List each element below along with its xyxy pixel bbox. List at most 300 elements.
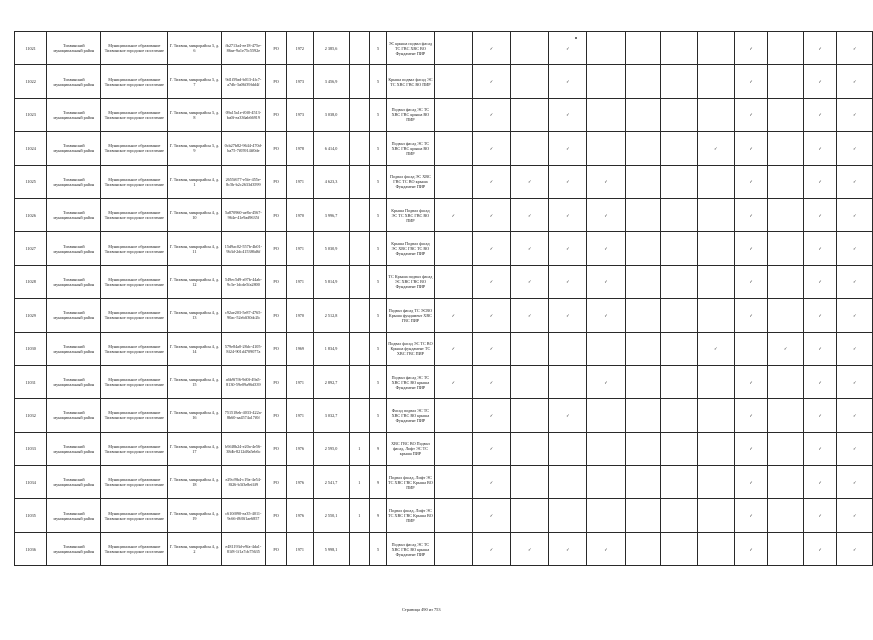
area-cell: 1 834,9 (313, 332, 349, 365)
empty-cell (768, 98, 803, 131)
empty-cell (768, 132, 803, 165)
empty-cell (697, 265, 734, 298)
works-list-cell: Подвал фасад ЭС ТС ВО Крыша фундамент ТС ХВС ГВС ПИР (387, 332, 435, 365)
checkmark-icon: ✓ (734, 265, 768, 298)
empty-cell (660, 198, 697, 231)
checkmark-icon: ✓ (472, 65, 510, 98)
checkmark-icon: ✓ (511, 232, 549, 265)
empty-cell (625, 198, 660, 231)
district-cell: Тихвинский муниципальный район (47, 265, 101, 298)
checkmark-icon: ✓ (803, 98, 837, 131)
empty-cell (660, 98, 697, 131)
district-cell: Тихвинский муниципальный район (47, 132, 101, 165)
extra-count-cell (349, 265, 370, 298)
settlement-cell: Муниципальное образование Тихвинское городское поселение (101, 132, 168, 165)
fias-code-cell: a6b9f7f6-9d0f-49a5-8130-59e09a96d339 (221, 365, 266, 398)
fias-code-cell: 0cb27b82-9644-470d-ba75-7f05914ff0de (221, 132, 266, 165)
empty-cell (511, 32, 549, 65)
year-cell: 1972 (286, 32, 313, 65)
empty-cell (587, 98, 625, 131)
address-cell: Г. Тихвин, микрорайон 4, д. 15 (168, 365, 221, 398)
district-cell: Тихвинский муниципальный район (47, 232, 101, 265)
area-cell: 2 892,7 (313, 365, 349, 398)
address-cell: Г. Тихвин, микрорайон 4, д. 11 (168, 232, 221, 265)
district-cell: Тихвинский муниципальный район (47, 198, 101, 231)
checkmark-icon: ✓ (549, 532, 587, 565)
settlement-cell: Муниципальное образование Тихвинское городское поселение (101, 265, 168, 298)
empty-cell (768, 65, 803, 98)
floors-cell: 5 (370, 165, 387, 198)
empty-cell (625, 32, 660, 65)
empty-cell (511, 132, 549, 165)
year-cell: 1971 (286, 532, 313, 565)
checkmark-icon: ✓ (734, 98, 768, 131)
district-cell: Тихвинский муниципальный район (47, 399, 101, 432)
checkmark-icon: ✓ (587, 265, 625, 298)
works-list-cell: ТС Крыша подвал фасад ЭС ХВС ГВС ВО Фундамент ПИР (387, 265, 435, 298)
id-cell: 11028 (15, 265, 47, 298)
year-cell: 1971 (286, 365, 313, 398)
empty-cell (434, 532, 472, 565)
checkmark-icon: ✓ (803, 499, 837, 532)
works-list-cell: Подвал фасад, Лифт ЭС ТС ХВС ГВС Крыша ВО ПИР (387, 499, 435, 532)
works-list-cell: Подвал фасад ЭС ХВС ГВС ТС ВО крыша Фундамент ПИР (387, 165, 435, 198)
district-cell: Тихвинский муниципальный район (47, 165, 101, 198)
empty-cell (734, 332, 768, 365)
extra-count-cell (349, 198, 370, 231)
works-list-cell: Подвал фасад ЭС ТС ХВС ГВС ВО крыша Фундамент ПИР (387, 532, 435, 565)
checkmark-icon: ✓ (803, 65, 837, 98)
works-list-cell: ХВС ГВС ВО Подвал фасад, Лифт ЭС ТС крыша ПИР (387, 432, 435, 465)
year-cell: 1971 (286, 165, 313, 198)
floors-cell: 9 (370, 466, 387, 499)
year-cell: 1976 (286, 466, 313, 499)
type-cell: РО (266, 532, 287, 565)
checkmark-icon: ✓ (837, 532, 873, 565)
empty-cell (511, 365, 549, 398)
type-cell: РО (266, 98, 287, 131)
area-cell: 2 512,8 (313, 299, 349, 332)
empty-cell (549, 466, 587, 499)
address-cell: Г. Тихвин, микрорайон 4, д. 14 (168, 332, 221, 365)
floors-cell: 5 (370, 399, 387, 432)
empty-cell (625, 532, 660, 565)
works-list-cell: Подвал фасад ТС ЭСВО Крыша фундамент ХВС ГВС ПИР (387, 299, 435, 332)
settlement-cell: Муниципальное образование Тихвинское городское поселение (101, 432, 168, 465)
table-row (15, 399, 873, 432)
checkmark-icon: ✓ (472, 499, 510, 532)
id-cell: 11025 (15, 165, 47, 198)
fias-code-cell: 751518eb-4033-422a-8b60-aa4574a17f0f (221, 399, 266, 432)
checkmark-icon: ✓ (549, 65, 587, 98)
checkmark-icon: ✓ (734, 466, 768, 499)
empty-cell (625, 98, 660, 131)
works-list-cell: Крыша Подвал фасад ЭС ТС ХВС ГВС ВО ПИР (387, 198, 435, 231)
id-cell: 11034 (15, 466, 47, 499)
empty-cell (434, 98, 472, 131)
checkmark-icon: ✓ (837, 232, 873, 265)
page-footer: Страница 490 из 753 (402, 607, 441, 612)
empty-cell (549, 332, 587, 365)
checkmark-icon: ✓ (549, 399, 587, 432)
checkmark-icon: ✓ (472, 232, 510, 265)
empty-cell (697, 532, 734, 565)
empty-cell (587, 65, 625, 98)
id-cell: 11031 (15, 365, 47, 398)
district-cell: Тихвинский муниципальный район (47, 65, 101, 98)
checkmark-icon: ✓ (434, 332, 472, 365)
table-row (15, 98, 873, 131)
checkmark-icon: ✓ (734, 132, 768, 165)
empty-cell (511, 466, 549, 499)
area-cell: 5 030,9 (313, 232, 349, 265)
checkmark-icon: ✓ (472, 399, 510, 432)
extra-count-cell (349, 165, 370, 198)
checkmark-icon: ✓ (837, 65, 873, 98)
fias-code-cell: 09a15a1e-f0f0-4513-ba0f-ea336ab66919 (221, 98, 266, 131)
empty-cell (587, 499, 625, 532)
year-cell: 1970 (286, 198, 313, 231)
empty-cell (768, 265, 803, 298)
address-cell: Г. Тихвин, микрорайон 4, д. 16 (168, 399, 221, 432)
empty-cell (625, 299, 660, 332)
id-cell: 11024 (15, 132, 47, 165)
checkmark-icon: ✓ (434, 198, 472, 231)
checkmark-icon: ✓ (549, 132, 587, 165)
checkmark-icon: ✓ (472, 98, 510, 131)
checkmark-icon: ✓ (734, 299, 768, 332)
checkmark-icon: ✓ (734, 232, 768, 265)
checkmark-icon: ✓ (511, 532, 549, 565)
id-cell: 11033 (15, 432, 47, 465)
empty-cell (625, 165, 660, 198)
fias-code-cell: 5a870960-ae8a-4567-964e-41e9ad9635f (221, 198, 266, 231)
type-cell: РО (266, 132, 287, 165)
id-cell: 11036 (15, 532, 47, 565)
empty-cell (549, 432, 587, 465)
empty-cell (768, 365, 803, 398)
empty-cell (768, 299, 803, 332)
works-list-cell: Крыша Подвал фасад ЭС ХВС ГВС ТС ВО Фундамент ПИР (387, 232, 435, 265)
district-cell: Тихвинский муниципальный район (47, 299, 101, 332)
empty-cell (511, 65, 549, 98)
id-cell: 11030 (15, 332, 47, 365)
floors-cell: 5 (370, 365, 387, 398)
checkmark-icon: ✓ (472, 299, 510, 332)
settlement-cell: Муниципальное образование Тихвинское городское поселение (101, 98, 168, 131)
settlement-cell: Муниципальное образование Тихвинское городское поселение (101, 65, 168, 98)
area-cell: 6 414,0 (313, 132, 349, 165)
district-cell: Тихвинский муниципальный район (47, 98, 101, 131)
table-row (15, 499, 873, 532)
area-cell: 2 541,7 (313, 466, 349, 499)
checkmark-icon: ✓ (434, 299, 472, 332)
address-cell: Г. Тихвин, микрорайон 4, д. 17 (168, 432, 221, 465)
empty-cell (660, 532, 697, 565)
checkmark-icon: ✓ (803, 232, 837, 265)
checkmark-icon: ✓ (734, 399, 768, 432)
checkmark-icon: ✓ (734, 32, 768, 65)
checkmark-icon: ✓ (837, 432, 873, 465)
works-list-cell: ЭС крыша подвал фасад ТС ГВС ХВС ВО Фундамент ПИР (387, 32, 435, 65)
checkmark-icon: ✓ (587, 165, 625, 198)
type-cell: РО (266, 399, 287, 432)
checkmark-icon: ✓ (803, 399, 837, 432)
empty-cell (697, 65, 734, 98)
checkmark-icon: ✓ (837, 132, 873, 165)
empty-cell (660, 365, 697, 398)
empty-cell (768, 399, 803, 432)
type-cell: РО (266, 265, 287, 298)
checkmark-icon: ✓ (472, 32, 510, 65)
year-cell: 1971 (286, 265, 313, 298)
table-row (15, 365, 873, 398)
empty-cell (625, 132, 660, 165)
checkmark-icon: ✓ (472, 432, 510, 465)
empty-cell (697, 232, 734, 265)
checkmark-icon: ✓ (803, 432, 837, 465)
checkmark-icon: ✓ (697, 132, 734, 165)
address-cell: Г. Тихвин, микрорайон 4, д. 10 (168, 198, 221, 231)
id-cell: 11032 (15, 399, 47, 432)
works-list-cell: Фасад подвал ЭС ТС ХВС ГВС ВО крыша Фундамент ПИР (387, 399, 435, 432)
works-list-cell: Подвал фасад ЭС ТС ХВС ГВС крыша ВО ПИР (387, 98, 435, 131)
empty-cell (434, 499, 472, 532)
checkmark-icon: ✓ (803, 466, 837, 499)
floors-cell: 5 (370, 332, 387, 365)
type-cell: РО (266, 165, 287, 198)
checkmark-icon: ✓ (734, 365, 768, 398)
checkmark-icon: ✓ (587, 299, 625, 332)
fias-code-cell: 9d1f59ad-b013-4fc7-a7db-3a06f39fdd4f (221, 65, 266, 98)
empty-cell (434, 265, 472, 298)
year-cell: 1971 (286, 399, 313, 432)
table-row (15, 299, 873, 332)
checkmark-icon: ✓ (434, 365, 472, 398)
type-cell: РО (266, 299, 287, 332)
district-cell: Тихвинский муниципальный район (47, 466, 101, 499)
floors-cell: 5 (370, 532, 387, 565)
district-cell: Тихвинский муниципальный район (47, 432, 101, 465)
fias-code-cell: 579e84a0-28dc-4105-8f24-901d4709077a (221, 332, 266, 365)
checkmark-icon: ✓ (511, 165, 549, 198)
works-list-cell: Подвал фасад, Лифт ЭС ТС ХВС ГВС Крыша ВО ПИР (387, 466, 435, 499)
empty-cell (660, 499, 697, 532)
type-cell: РО (266, 32, 287, 65)
fias-code-cell: b9f48b24-e20a-4e56-38db-8212d8a5eb6c (221, 432, 266, 465)
checkmark-icon: ✓ (472, 365, 510, 398)
extra-count-cell (349, 98, 370, 131)
empty-cell (511, 98, 549, 131)
type-cell: РО (266, 332, 287, 365)
empty-cell (434, 65, 472, 98)
floors-cell: 5 (370, 65, 387, 98)
area-cell: 3 456,9 (313, 65, 349, 98)
address-cell: Г. Тихвин, микрорайон 3, д. 8 (168, 98, 221, 131)
floors-cell: 9 (370, 499, 387, 532)
fias-code-cell: 549ec5d9-a97b-44ab-9c3e-1dcde5fa2800 (221, 265, 266, 298)
area-cell: 3 032,7 (313, 399, 349, 432)
table-row (15, 132, 873, 165)
empty-cell (625, 265, 660, 298)
empty-cell (660, 432, 697, 465)
year-cell: 1978 (286, 132, 313, 165)
checkmark-icon: ✓ (734, 65, 768, 98)
settlement-cell: Муниципальное образование Тихвинское городское поселение (101, 32, 168, 65)
empty-cell (587, 399, 625, 432)
checkmark-icon: ✓ (472, 332, 510, 365)
year-cell: 1976 (286, 432, 313, 465)
address-cell: Г. Тихвин, микрорайон 4, д. 19 (168, 499, 221, 532)
id-cell: 11023 (15, 98, 47, 131)
checkmark-icon: ✓ (587, 198, 625, 231)
empty-cell (697, 165, 734, 198)
checkmark-icon: ✓ (587, 365, 625, 398)
extra-count-cell: 1 (349, 432, 370, 465)
empty-cell (434, 165, 472, 198)
empty-cell (625, 466, 660, 499)
checkmark-icon: ✓ (549, 265, 587, 298)
empty-cell (511, 399, 549, 432)
type-cell: РО (266, 499, 287, 532)
checkmark-icon: ✓ (511, 265, 549, 298)
type-cell: РО (266, 198, 287, 231)
id-cell: 11022 (15, 65, 47, 98)
id-cell: 11026 (15, 198, 47, 231)
address-cell: Г. Тихвин, микрорайон 3, д. 7 (168, 65, 221, 98)
empty-cell (697, 399, 734, 432)
year-cell: 1969 (286, 332, 313, 365)
table-row (15, 532, 873, 565)
checkmark-icon: ✓ (837, 265, 873, 298)
floors-cell: 5 (370, 32, 387, 65)
address-cell: Г. Тихвин, микрорайон 4, д. 2 (168, 532, 221, 565)
extra-count-cell (349, 299, 370, 332)
floors-cell: 5 (370, 198, 387, 231)
area-cell: 2 385,6 (313, 32, 349, 65)
floors-cell: 5 (370, 132, 387, 165)
extra-count-cell (349, 65, 370, 98)
empty-cell (768, 532, 803, 565)
empty-cell (768, 499, 803, 532)
works-list-cell: Крыша подвал фасад ЭС ТС ХВС ГВС ВО ПИР (387, 65, 435, 98)
address-cell: Г. Тихвин, микрорайон 4, д. 12 (168, 265, 221, 298)
empty-cell (660, 32, 697, 65)
empty-cell (587, 332, 625, 365)
district-cell: Тихвинский муниципальный район (47, 365, 101, 398)
empty-cell (511, 332, 549, 365)
extra-count-cell (349, 32, 370, 65)
table-row (15, 165, 873, 198)
settlement-cell: Муниципальное образование Тихвинское городское поселение (101, 232, 168, 265)
settlement-cell: Муниципальное образование Тихвинское городское поселение (101, 399, 168, 432)
year-cell: 1973 (286, 65, 313, 98)
empty-cell (660, 399, 697, 432)
checkmark-icon: ✓ (472, 265, 510, 298)
checkmark-icon: ✓ (803, 198, 837, 231)
settlement-cell: Муниципальное образование Тихвинское городское поселение (101, 365, 168, 398)
checkmark-icon: ✓ (837, 499, 873, 532)
checkmark-icon: ✓ (734, 165, 768, 198)
id-cell: 11027 (15, 232, 47, 265)
year-cell: 1970 (286, 299, 313, 332)
checkmark-icon: ✓ (472, 466, 510, 499)
table-row (15, 32, 873, 65)
fias-code-cell: e29cf9b4-c19a-4e54-8f26-b3f3e8ef4f9 (221, 466, 266, 499)
empty-cell (697, 32, 734, 65)
empty-cell (660, 165, 697, 198)
checkmark-icon: ✓ (549, 98, 587, 131)
checkmark-icon: ✓ (587, 232, 625, 265)
empty-cell (511, 432, 549, 465)
checkmark-icon: ✓ (837, 165, 873, 198)
empty-cell (625, 65, 660, 98)
empty-cell (660, 299, 697, 332)
empty-cell (625, 432, 660, 465)
empty-cell (660, 232, 697, 265)
extra-count-cell: 1 (349, 499, 370, 532)
empty-cell (768, 32, 803, 65)
checkmark-icon: ✓ (697, 332, 734, 365)
year-cell: 1971 (286, 232, 313, 265)
area-cell: 5 998,1 (313, 532, 349, 565)
extra-count-cell (349, 365, 370, 398)
type-cell: РО (266, 365, 287, 398)
checkmark-icon: ✓ (837, 466, 873, 499)
empty-cell (625, 365, 660, 398)
works-list-cell: Подвал фасад ЭС ТС ХВС ГВС крыша ВО ПИР (387, 132, 435, 165)
checkmark-icon: ✓ (472, 165, 510, 198)
checkmark-icon: ✓ (803, 165, 837, 198)
settlement-cell: Муниципальное образование Тихвинское городское поселение (101, 499, 168, 532)
checkmark-icon: ✓ (472, 532, 510, 565)
empty-cell (660, 265, 697, 298)
empty-cell (549, 365, 587, 398)
address-cell: Г. Тихвин, микрорайон 4, д. 1 (168, 165, 221, 198)
settlement-cell: Муниципальное образование Тихвинское городское поселение (101, 165, 168, 198)
empty-cell (697, 499, 734, 532)
district-cell: Тихвинский муниципальный район (47, 532, 101, 565)
table-row (15, 332, 873, 365)
extra-count-cell (349, 532, 370, 565)
checkmark-icon: ✓ (511, 198, 549, 231)
fias-code-cell: 2655f677-e5fe-455e-8c5b-b2c2633d3599 (221, 165, 266, 198)
empty-cell (768, 466, 803, 499)
empty-cell (697, 198, 734, 231)
checkmark-icon: ✓ (803, 265, 837, 298)
checkmark-icon: ✓ (768, 332, 803, 365)
checkmark-icon: ✓ (511, 299, 549, 332)
empty-cell (697, 432, 734, 465)
district-cell: Тихвинский муниципальный район (47, 499, 101, 532)
empty-cell (434, 232, 472, 265)
empty-cell (697, 466, 734, 499)
floors-cell: 9 (370, 432, 387, 465)
checkmark-icon: ✓ (837, 32, 873, 65)
empty-cell (587, 32, 625, 65)
checkmark-icon: ✓ (734, 432, 768, 465)
address-cell: Г. Тихвин, микрорайон 4, д. 18 (168, 466, 221, 499)
table-row (15, 65, 873, 98)
empty-cell (625, 499, 660, 532)
checkmark-icon: ✓ (803, 332, 837, 365)
extra-count-cell (349, 232, 370, 265)
type-cell: РО (266, 466, 287, 499)
checkmark-icon: ✓ (549, 299, 587, 332)
extra-count-cell (349, 332, 370, 365)
area-cell: 5 814,9 (313, 265, 349, 298)
table-row (15, 198, 873, 231)
